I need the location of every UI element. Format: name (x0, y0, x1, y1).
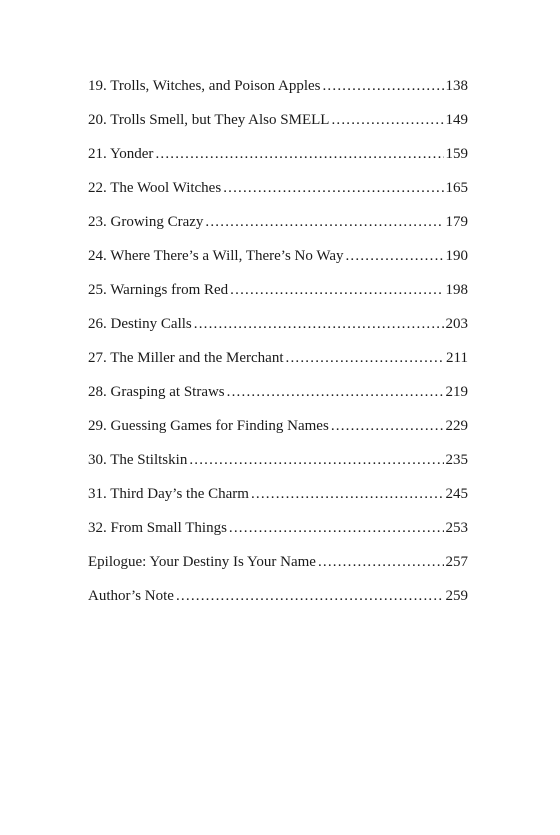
toc-entry-title: Epilogue: Your Destiny Is Your Name (88, 554, 316, 570)
toc-entry-title: 31. Third Day’s the Charm (88, 486, 249, 502)
toc-entry (88, 246, 468, 280)
toc-entry-page: 229 (445, 418, 468, 434)
toc-dot-leader (229, 518, 444, 538)
toc-entry-page: 165 (445, 180, 468, 196)
toc-entry (88, 450, 468, 484)
toc-entry (88, 144, 468, 178)
table-of-contents (88, 76, 468, 620)
toc-entry-title: 27. The Miller and the Merchant (88, 350, 284, 366)
toc-entry (88, 212, 468, 246)
toc-entry-title: 20. Trolls Smell, but They Also SMELL (88, 112, 330, 128)
toc-entry-page: 257 (445, 554, 468, 570)
toc-entry (88, 586, 468, 620)
toc-entry (88, 518, 468, 552)
toc-entry-page: 149 (445, 112, 468, 128)
toc-dot-leader (331, 110, 443, 130)
toc-entry-title: 24. Where There’s a Will, There’s No Way (88, 248, 344, 264)
toc-dot-leader (176, 586, 444, 606)
toc-entry-title: 32. From Small Things (88, 520, 227, 536)
toc-entry-title: 23. Growing Crazy (88, 214, 204, 230)
toc-entry-page: 190 (445, 248, 468, 264)
toc-entry (88, 76, 468, 110)
toc-dot-leader (322, 76, 443, 96)
toc-dot-leader (251, 484, 444, 504)
toc-entry-title: Author’s Note (88, 588, 174, 604)
toc-entry (88, 280, 468, 314)
toc-entry-page: 203 (445, 316, 468, 332)
toc-entry-title: 28. Grasping at Straws (88, 384, 225, 400)
toc-dot-leader (223, 178, 443, 198)
toc-dot-leader (345, 246, 443, 266)
toc-entry (88, 416, 468, 450)
toc-entry-page: 159 (445, 146, 468, 162)
toc-entry-page: 138 (445, 78, 468, 94)
toc-entry (88, 314, 468, 348)
toc-dot-leader (194, 314, 444, 334)
toc-entry (88, 484, 468, 518)
toc-dot-leader (318, 552, 444, 572)
toc-entry-title: 21. Yonder (88, 146, 154, 162)
toc-dot-leader (331, 416, 444, 436)
toc-entry-title: 30. The Stiltskin (88, 452, 188, 468)
toc-dot-leader (189, 450, 443, 470)
toc-entry-page: 219 (445, 384, 468, 400)
toc-entry-title: 25. Warnings from Red (88, 282, 229, 298)
toc-entry (88, 382, 468, 416)
toc-dot-leader (205, 212, 443, 232)
toc-entry (88, 110, 468, 144)
toc-dot-leader (155, 144, 443, 164)
toc-entry (88, 178, 468, 212)
toc-entry-title: 29. Guessing Games for Finding Names (88, 418, 329, 434)
toc-entry-page: 211 (446, 350, 468, 366)
toc-entry-page: 253 (445, 520, 468, 536)
toc-entry-page: 179 (445, 214, 468, 230)
toc-entry-title: 26. Destiny Calls (88, 316, 192, 332)
toc-dot-leader (286, 348, 445, 368)
toc-entry-page: 235 (445, 452, 468, 468)
toc-entry-page: 198 (445, 282, 468, 298)
toc-entry-page: 245 (445, 486, 468, 502)
toc-entry (88, 348, 468, 382)
toc-dot-leader (230, 280, 443, 300)
toc-entry-title: 19. Trolls, Witches, and Poison Apples (88, 78, 321, 94)
toc-entry (88, 552, 468, 586)
toc-entry-title: 22. The Wool Witches (88, 180, 222, 196)
toc-dot-leader (227, 382, 444, 402)
toc-entry-page: 259 (445, 588, 468, 604)
